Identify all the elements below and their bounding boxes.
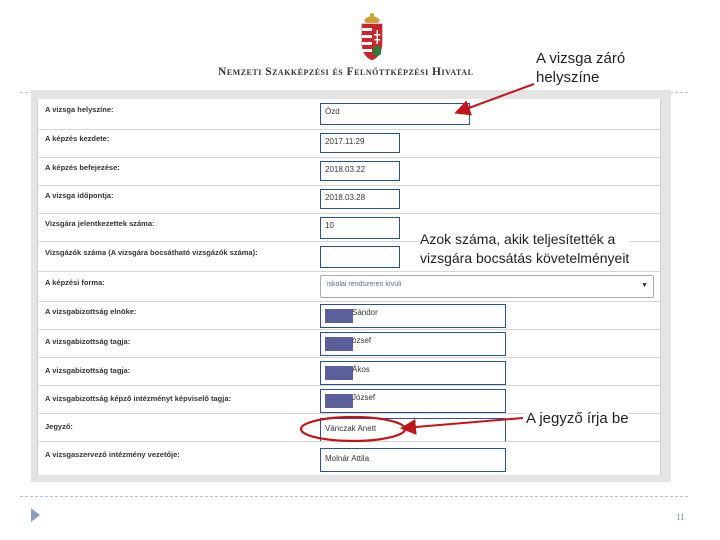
applicants-count-field[interactable]: 10	[320, 217, 400, 239]
institution-member-value: József	[352, 393, 376, 402]
examinees-count-label: Vizsgázók száma (A vizsgára bocsátható vizsgázók száma):	[45, 248, 258, 257]
committee-member-1-value: ózsef	[352, 336, 372, 345]
exam-location-field[interactable]: Ózd	[320, 103, 470, 125]
slide-bullet-icon	[31, 508, 40, 522]
notary-label: Jegyző:	[45, 422, 73, 431]
notary-field[interactable]: Vánczak Anett	[320, 418, 506, 442]
notary-callout: A jegyző írja be	[526, 410, 629, 427]
committee-chair-field[interactable]	[320, 304, 506, 328]
exam-date-label: A vizsga időpontja:	[45, 191, 114, 200]
training-form-value: iskolai rendszeren kívüli	[327, 281, 402, 288]
institution-member-label: A vizsgabizottság képző intézményt képviselő tagja:	[45, 394, 232, 403]
institution-head-label: A vizsgaszervező intézmény vezetője:	[45, 450, 180, 459]
exam-location-callout	[536, 49, 625, 87]
training-form-select[interactable]	[320, 275, 654, 298]
training-end-field[interactable]: 2018.03.22	[320, 161, 400, 181]
redaction-block	[325, 366, 353, 380]
training-start-field[interactable]: 2017.11.29	[320, 133, 400, 153]
training-form-label: A képzési forma:	[45, 278, 105, 287]
committee-chair-value: Sándor	[352, 308, 378, 317]
committee-member-2-label: A vizsgabizottság tagja:	[45, 366, 131, 375]
callout-line: A vizsga záró	[536, 50, 626, 67]
callout-line: vizsgára bocsátás követelményeit	[420, 250, 630, 266]
callout-line: Azok száma, akik teljesítették a	[420, 231, 616, 247]
committee-member-1-field[interactable]	[320, 332, 506, 356]
institution-member-field[interactable]	[320, 389, 506, 413]
passed-count-callout	[420, 230, 629, 268]
footer-divider	[20, 496, 688, 497]
institution-head-field[interactable]: Molnár Attila	[320, 448, 506, 472]
page-number: 11	[676, 512, 685, 522]
committee-member-1-label: A vizsgabizottság tagja:	[45, 337, 131, 346]
agency-name: Nemzeti Szakképzési és Felnőttképzési Hivatal	[218, 66, 474, 78]
redaction-block	[325, 337, 353, 351]
applicants-count-label: Vizsgára jelentkezettek száma:	[45, 219, 155, 228]
training-start-label: A képzés kezdete:	[45, 134, 110, 143]
exam-date-field[interactable]: 2018.03.28	[320, 189, 400, 209]
committee-member-2-field[interactable]	[320, 361, 506, 385]
hungarian-coat-of-arms-icon	[356, 10, 388, 62]
callout-line: helyszíne	[536, 69, 600, 86]
redaction-block	[325, 309, 353, 323]
training-end-label: A képzés befejezése:	[45, 163, 120, 172]
committee-member-2-value: Ákos	[352, 365, 370, 374]
committee-chair-label: A vizsgabizottság elnöke:	[45, 307, 137, 316]
chevron-down-icon[interactable]: ▼	[641, 282, 648, 289]
exam-location-label: A vizsga helyszíne:	[45, 105, 114, 114]
redaction-block	[325, 394, 353, 408]
examinees-count-field[interactable]	[320, 246, 400, 268]
